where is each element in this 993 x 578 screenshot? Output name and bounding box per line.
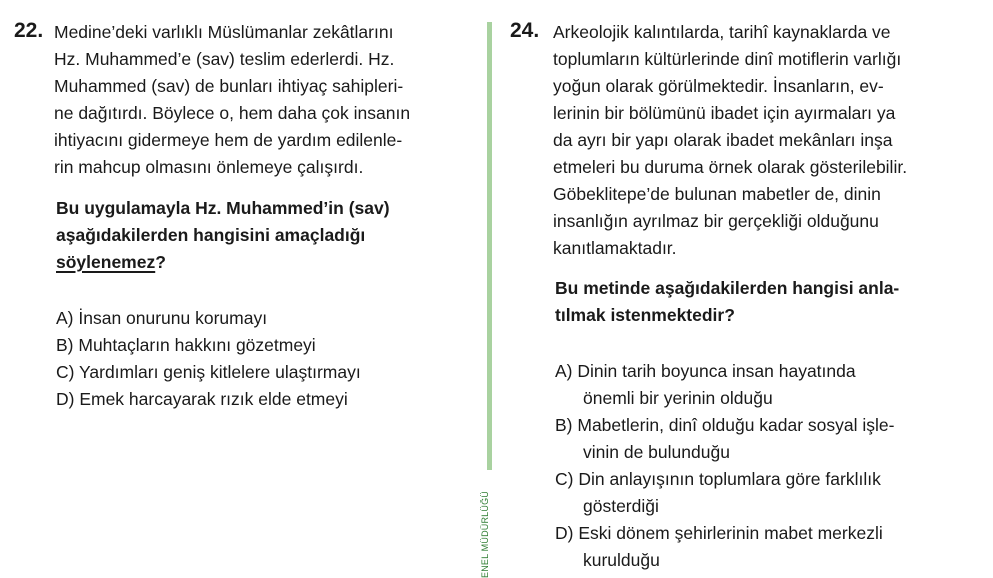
text-line: Arkeolojik kalıntılarda, tarihî kaynaklarda ve [553, 22, 891, 42]
text-line: Medine’deki varlıklı Müslümanlar zekâtlarını [54, 22, 394, 42]
option-line: D) Eski dönem şehirlerinin mabet merkezli [555, 523, 883, 543]
sidebar-label: ENEL MÜDÜRLÜĞÜ [480, 470, 498, 578]
question-number: 24. [510, 19, 540, 42]
stem-line: tılmak istenmektedir? [555, 305, 735, 325]
text-line: kanıtlamaktadır. [553, 238, 677, 258]
option-line: A) Dinin tarih boyunca insan hayatında [555, 361, 856, 381]
text-line: etmeleri bu duruma örnek olarak gösterilebilir. [553, 157, 908, 177]
option-line: önemli bir yerinin olduğu [583, 388, 773, 408]
option-b[interactable]: B) Muhtaçların hakkını gözetmeyi [56, 335, 316, 355]
text-line: lerinin bir bölümünü ibadet için ayırmaları ya [553, 103, 896, 123]
stem-line-last [56, 252, 166, 272]
stem-line: Bu uygulamayla Hz. Muhammed’in (sav) [56, 198, 390, 218]
stem-line: Bu metinde aşağıdakilerden hangisi anla- [555, 278, 900, 298]
text-line: Hz. Muhammed’e (sav) teslim ederlerdi. Hz. [54, 49, 395, 69]
negation-word: söylenemez [56, 252, 156, 272]
text-line: insanlığın ayrılmaz bir gerçekliği olduğunu [553, 211, 879, 231]
option-line: gösterdiği [583, 496, 659, 516]
option-line: vinin de bulunduğu [583, 442, 730, 462]
text-line: rin mahcup olmasını önlemeye çalışırdı. [54, 157, 364, 177]
question-number: 22. [14, 19, 44, 42]
option-line: C) Din anlayışının toplumlara göre farklılık [555, 469, 881, 489]
question-mark: ? [155, 252, 166, 272]
text-line: ihtiyacını gidermeye hem de yardım edilenle- [54, 130, 403, 150]
text-line: ne dağıtırdı. Böylece o, hem daha çok insanın [54, 103, 411, 123]
text-line: toplumların kültürlerinde dinî motiflerin varlığı [553, 49, 902, 69]
option-line: kurulduğu [583, 550, 660, 570]
option-d[interactable]: D) Emek harcayarak rızık elde etmeyi [56, 389, 348, 409]
text-line: Göbeklitepe’de bulunan mabetler de, dinin [553, 184, 881, 204]
option-c[interactable]: C) Yardımları geniş kitlelere ulaştırmayı [56, 362, 361, 382]
text-line: Muhammed (sav) de bunları ihtiyaç sahipleri- [54, 76, 404, 96]
option-line: B) Mabetlerin, dinî olduğu kadar sosyal işle- [555, 415, 895, 435]
text-line: da ayrı bir yapı olarak ibadet mekânları inşa [553, 130, 893, 150]
text-line: yoğun olarak görülmektedir. İnsanların, ev- [553, 76, 884, 96]
option-a[interactable]: A) İnsan onurunu korumayı [56, 308, 268, 328]
stem-line: aşağıdakilerden hangisini amaçladığı [56, 225, 366, 245]
